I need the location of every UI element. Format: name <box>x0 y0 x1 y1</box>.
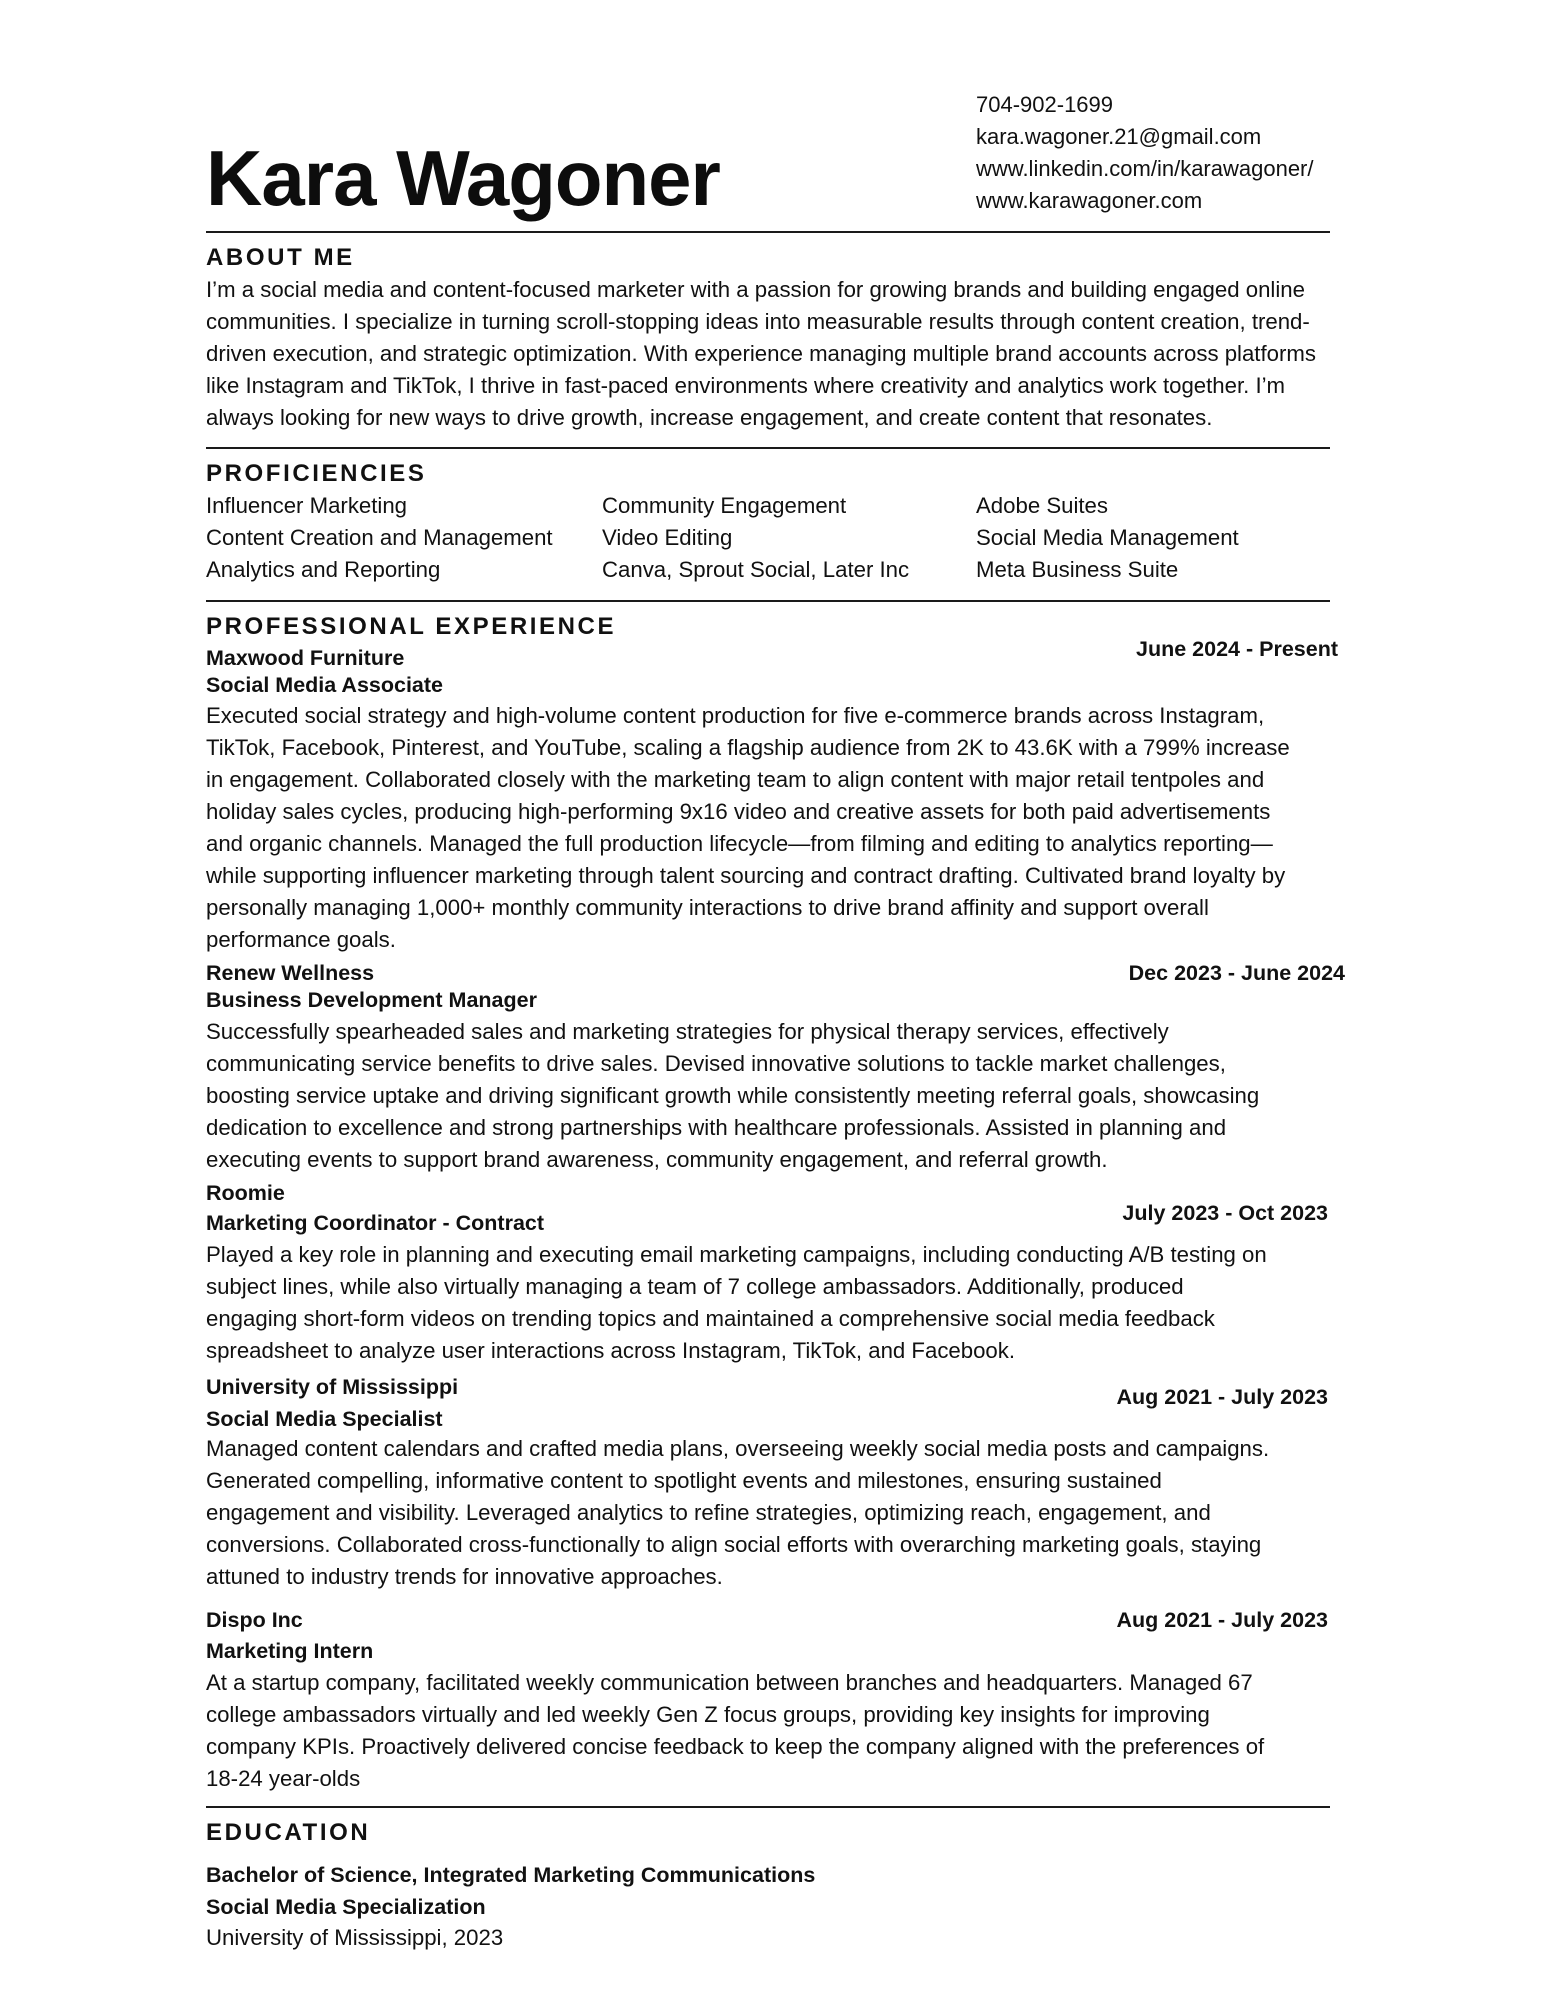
job-description-line: while supporting influencer marketing through talent sourcing and contract drafting. Cultivated brand loyalty by <box>206 863 1286 888</box>
job-role: Marketing Coordinator - Contract <box>206 1211 545 1235</box>
job-description-line: college ambassadors virtually and led weekly Gen Z focus groups, providing key insights for improving <box>206 1702 1210 1727</box>
experience-divider <box>206 1806 1330 1808</box>
proficiency-item: Adobe Suites <box>976 493 1108 518</box>
job-description-line: Played a key role in planning and executing email marketing campaigns, including conducting A/B testing on <box>206 1242 1267 1267</box>
job-dates: Aug 2021 - July 2023 <box>1116 1608 1328 1632</box>
job-description-line: conversions. Collaborated cross-functionally to align social efforts with overarching marketing goals, staying <box>206 1532 1262 1557</box>
job-description-line: and organic channels. Managed the full production lifecycle—from filming and editing to analytics reporting— <box>206 831 1273 856</box>
job-description-line: holiday sales cycles, producing high-performing 9x16 video and creative assets for both paid advertisements <box>206 799 1271 824</box>
job-description-line: subject lines, while also virtually managing a team of 7 college ambassadors. Additionally, produced <box>206 1274 1184 1299</box>
proficiency-item: Community Engagement <box>602 493 847 518</box>
job-description-line: personally managing 1,000+ monthly community interactions to drive brand affinity and support overall <box>206 895 1209 920</box>
education-section-title: EDUCATION <box>206 1819 371 1846</box>
linkedin-url: www.linkedin.com/in/karawagoner/ <box>976 156 1314 181</box>
education-school: University of Mississippi, 2023 <box>206 1925 504 1950</box>
job-description-line: performance goals. <box>206 927 396 952</box>
proficiency-item: Analytics and Reporting <box>206 557 441 582</box>
job-description-line: engagement and visibility. Leveraged analytics to refine strategies, optimizing reach, engagement, and <box>206 1500 1211 1525</box>
job-dates: Aug 2021 - July 2023 <box>1116 1385 1328 1409</box>
proficiencies-section-title: PROFICIENCIES <box>206 460 427 487</box>
job-description-line: company KPIs. Proactively delivered concise feedback to keep the company aligned with the preferences of <box>206 1734 1265 1759</box>
job-description-line: in engagement. Collaborated closely with the marketing team to align content with major retail tentpoles and <box>206 767 1265 792</box>
about-text-line: always looking for new ways to drive growth, increase engagement, and create content that resonates. <box>206 405 1213 430</box>
job-description-line: Managed content calendars and crafted media plans, overseeing weekly social media posts and campaigns. <box>206 1436 1270 1461</box>
job-description-line: attuned to industry trends for innovative approaches. <box>206 1564 723 1589</box>
job-description-line: engaging short-form videos on trending topics and maintained a comprehensive social media feedback <box>206 1306 1215 1331</box>
job-role: Business Development Manager <box>206 988 537 1012</box>
job-description-line: boosting service uptake and driving significant growth while consistently meeting referral goals, showcasing <box>206 1083 1260 1108</box>
email-address: kara.wagoner.21@gmail.com <box>976 124 1262 149</box>
job-company: Maxwood Furniture <box>206 646 405 670</box>
proficiency-item: Canva, Sprout Social, Later Inc <box>602 557 910 582</box>
job-description-line: 18-24 year-olds <box>206 1766 361 1791</box>
phone-number: 704-902-1699 <box>976 92 1114 117</box>
proficiency-item: Video Editing <box>602 525 733 550</box>
job-description-line: At a startup company, facilitated weekly communication between branches and headquarters. Managed 67 <box>206 1670 1253 1695</box>
education-specialization: Social Media Specialization <box>206 1895 486 1919</box>
job-dates: June 2024 - Present <box>1136 637 1338 661</box>
about-text-line: I’m a social media and content-focused marketer with a passion for growing brands and building engaged online <box>206 277 1305 302</box>
about-section-title: ABOUT ME <box>206 244 355 271</box>
job-role: Social Media Specialist <box>206 1407 443 1431</box>
header-divider <box>206 231 1330 233</box>
job-company: University of Mississippi <box>206 1375 459 1399</box>
proficiency-item: Meta Business Suite <box>976 557 1179 582</box>
about-text-line: like Instagram and TikTok, I thrive in fast-paced environments where creativity and analytics work together. I’m <box>206 373 1286 398</box>
candidate-name: Kara Wagoner <box>206 134 720 222</box>
job-description-line: spreadsheet to analyze user interactions across Instagram, TikTok, and Facebook. <box>206 1338 1016 1363</box>
about-text-line: driven execution, and strategic optimization. With experience managing multiple brand accounts across platforms <box>206 341 1316 366</box>
about-text-line: communities. I specialize in turning scroll-stopping ideas into measurable results through content creation, trend- <box>206 309 1310 334</box>
job-role: Marketing Intern <box>206 1639 374 1663</box>
proficiency-item: Social Media Management <box>976 525 1239 550</box>
job-company: Renew Wellness <box>206 961 375 985</box>
job-company: Dispo Inc <box>206 1608 303 1632</box>
job-dates: July 2023 - Oct 2023 <box>1122 1201 1328 1225</box>
job-role: Social Media Associate <box>206 673 443 697</box>
job-description-line: TikTok, Facebook, Pinterest, and YouTube, scaling a flagship audience from 2K to 43.6K with a 799% increase <box>206 735 1290 760</box>
proficiency-item: Influencer Marketing <box>206 493 408 518</box>
education-degree: Bachelor of Science, Integrated Marketing Communications <box>206 1863 816 1887</box>
job-description-line: communicating service benefits to drive sales. Devised innovative solutions to tackle market challenges, <box>206 1051 1226 1076</box>
job-description-line: Generated compelling, informative content to spotlight events and milestones, ensuring sustained <box>206 1468 1162 1493</box>
experience-section-title: PROFESSIONAL EXPERIENCE <box>206 613 617 640</box>
about-divider <box>206 447 1330 449</box>
website-url: www.karawagoner.com <box>976 188 1203 213</box>
job-description-line: executing events to support brand awareness, community engagement, and referral growth. <box>206 1147 1108 1172</box>
job-description-line: Successfully spearheaded sales and marketing strategies for physical therapy services, effectively <box>206 1019 1169 1044</box>
proficiency-item: Content Creation and Management <box>206 525 553 550</box>
job-dates: Dec 2023 - June 2024 <box>1128 961 1345 985</box>
job-description-line: Executed social strategy and high-volume content production for five e-commerce brands across Instagram, <box>206 703 1265 728</box>
proficiencies-divider <box>206 600 1330 602</box>
job-description-line: dedication to excellence and strong partnerships with healthcare professionals. Assisted in planning and <box>206 1115 1227 1140</box>
job-company: Roomie <box>206 1181 285 1205</box>
